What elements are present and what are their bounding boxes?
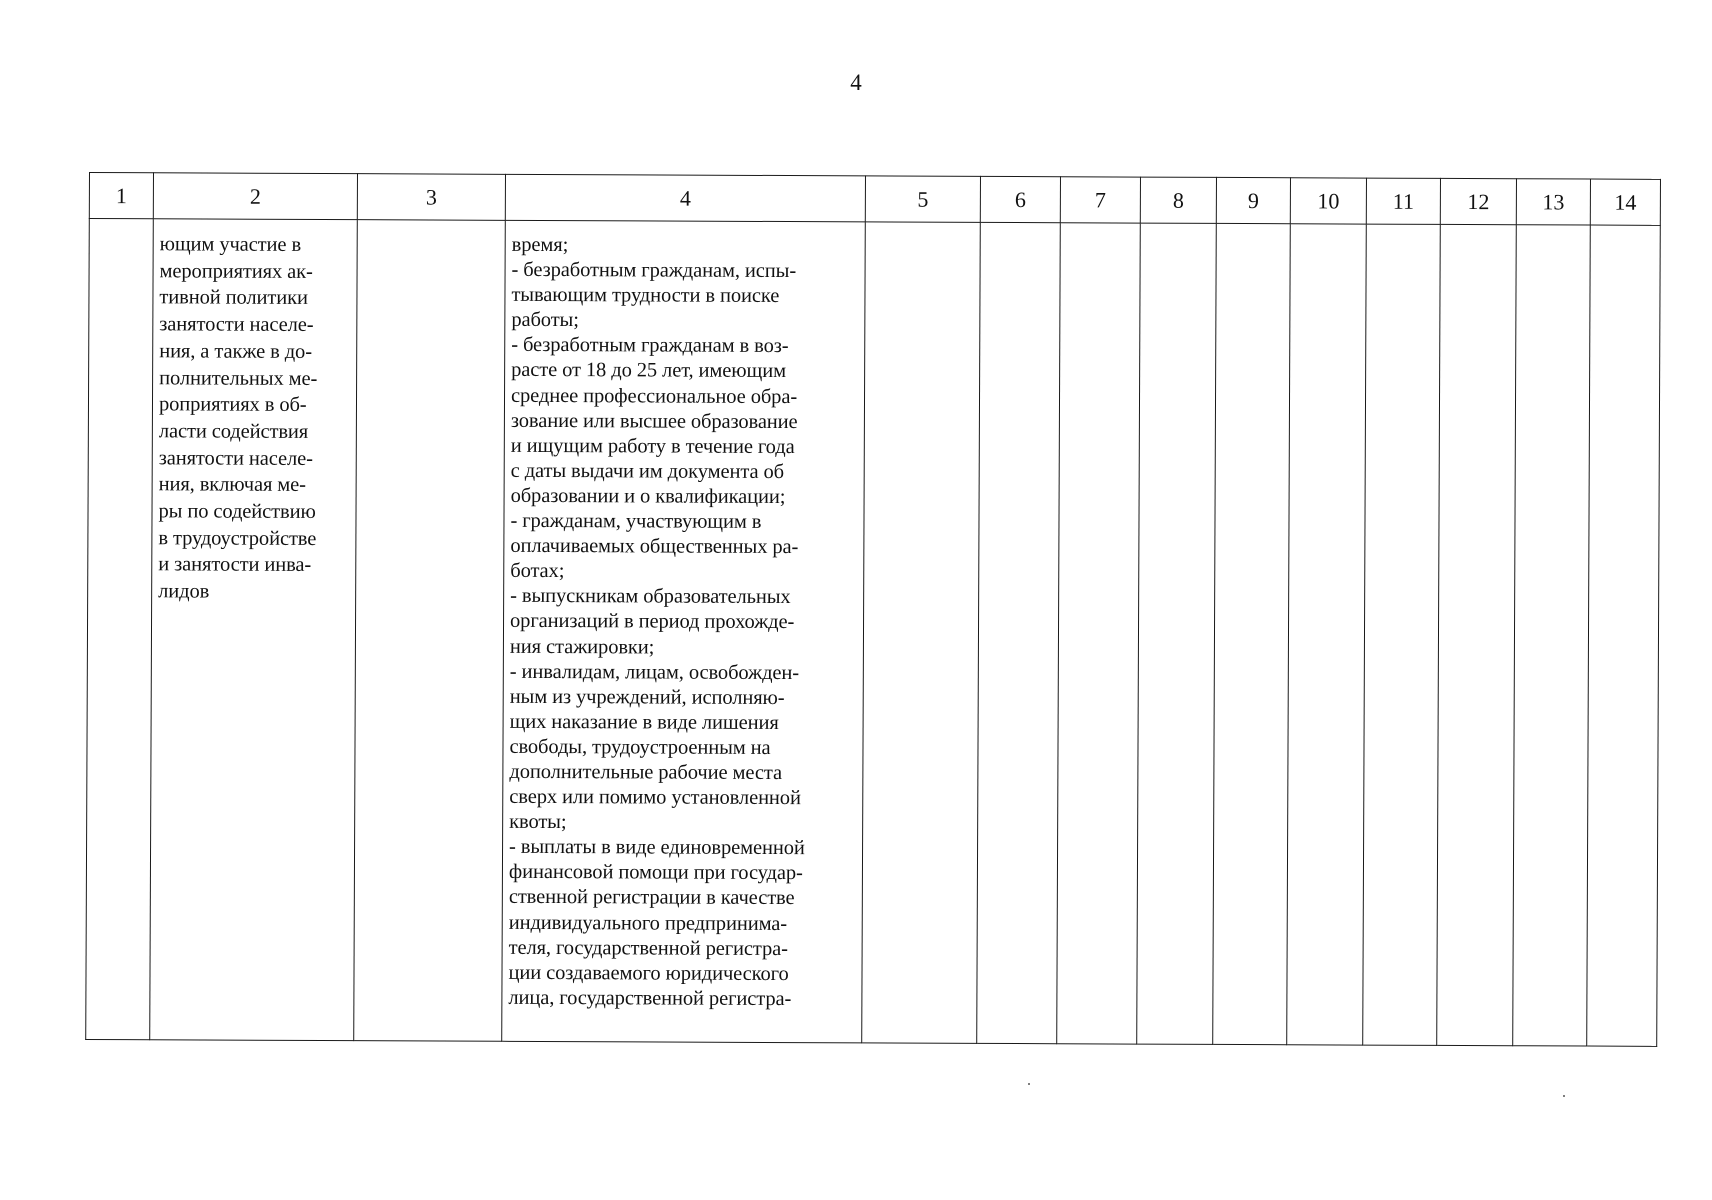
cell-col-11 <box>1363 224 1441 1045</box>
cell-col-3-text <box>358 220 505 233</box>
document-table <box>85 172 1661 1047</box>
column-header-2: 2 <box>153 173 357 220</box>
cell-col-1 <box>86 219 154 1040</box>
cell-col-2 <box>150 219 358 1041</box>
cell-col-3 <box>354 220 506 1042</box>
column-header-11: 11 <box>1366 178 1440 224</box>
table-row <box>86 219 1661 1047</box>
scan-speck <box>1563 1095 1565 1097</box>
column-header-3: 3 <box>357 174 505 221</box>
cell-col-14 <box>1587 225 1661 1046</box>
column-header-7: 7 <box>1060 177 1140 223</box>
cell-col-10 <box>1287 224 1367 1045</box>
column-header-8: 8 <box>1140 177 1216 223</box>
cell-col-1-text <box>90 219 153 231</box>
scan-speck <box>1028 1083 1030 1085</box>
column-header-5: 5 <box>865 176 980 223</box>
cell-col-7 <box>1057 223 1141 1044</box>
column-header-4: 4 <box>505 174 865 222</box>
cell-col-4 <box>502 220 866 1043</box>
column-header-10: 10 <box>1290 178 1366 224</box>
cell-col-5 <box>862 222 981 1043</box>
header-row <box>89 173 1660 226</box>
page-number: 4 <box>850 70 862 95</box>
cell-col-2-text: ющим участие в мероприятиях ак- тивной политики занятости населе- ния, а также в до- полнительных ме- роприятиях в об- ласти содействия занятости населе- ния, включая ме- ры по содействию в трудоустройстве и занятости инва- лидов <box>158 233 318 603</box>
column-header-12: 12 <box>1440 178 1516 224</box>
cell-col-13 <box>1513 225 1591 1046</box>
cell-col-4-text: время; - безработным гражданам, испы- тывающим трудности в поиске работы; - безработным гражданам в воз- расте от 18 до 25 лет, имеющим среднее профессиональное обра- зование или высшее образование и ищущим работу в течение года с даты выдачи им документа об образовании и о квалификации; - гражданам, участвующим в оплачиваемых общественных ра- ботах; - выпускникам образовательных организаций в период прохожде- ния стажировки; - инвалидам, лицам, освобожден- ным из учреждений, исполняю- щих наказание в виде лишения свободы, трудоустроенным на дополнительные рабочие места сверх или помимо установленной квоты; - выплаты в виде единовременной финансовой помощи при государ- ственной регистрации в качестве индивидуального предпринима- теля, государственной регистра- ции создаваемого юридического лица, государственной регистра- <box>508 233 805 1010</box>
column-header-1: 1 <box>89 173 153 219</box>
column-header-6: 6 <box>980 176 1060 222</box>
cell-col-9 <box>1213 223 1291 1044</box>
column-header-13: 13 <box>1516 179 1590 225</box>
cell-col-6 <box>977 222 1061 1043</box>
column-header-14: 14 <box>1590 179 1660 225</box>
cell-col-12 <box>1437 224 1517 1045</box>
cell-col-8 <box>1137 223 1217 1044</box>
column-header-9: 9 <box>1216 177 1290 223</box>
